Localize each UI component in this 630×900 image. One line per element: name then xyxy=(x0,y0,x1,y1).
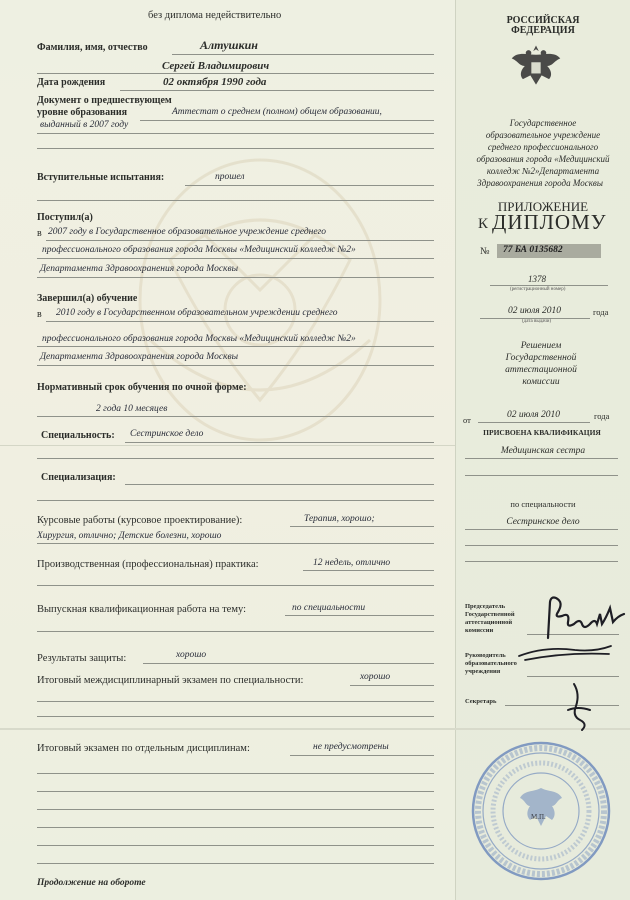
decision-line-1: Решением xyxy=(520,341,562,351)
appendix-title-diplomu: ДИПЛОМУ xyxy=(492,210,607,234)
underline xyxy=(185,185,434,186)
underline xyxy=(478,422,590,423)
final-disc-value: не предусмотрены xyxy=(313,742,389,752)
head-line-2: образовательного xyxy=(465,660,517,667)
underline xyxy=(37,827,434,828)
finished-label: Завершил(а) обучение xyxy=(37,293,138,304)
entrance-label: Вступительные испытания: xyxy=(37,172,165,183)
issue-date-caption: (дата выдачи) xyxy=(522,319,552,324)
underline xyxy=(120,90,434,91)
qualification-label: ПРИСВОЕНА КВАЛИФИКАЦИЯ xyxy=(483,428,601,437)
enrolled-value-3: Департамента Здравоохранения города Москвы xyxy=(40,264,239,274)
fold-line-1 xyxy=(0,445,455,446)
underline xyxy=(172,54,434,55)
decision-year-word: года xyxy=(594,411,610,421)
prev-doc-value-2: выданный в 2007 году xyxy=(40,120,129,130)
term-label: Нормативный срок обучения по очной форме: xyxy=(37,382,247,393)
enrolled-label: Поступил(а) xyxy=(37,212,93,223)
stamp-mp: М.П. xyxy=(531,813,546,821)
head-line-1: Руководитель xyxy=(465,652,506,659)
underline xyxy=(125,484,434,485)
defense-value: хорошо xyxy=(176,650,207,660)
underline xyxy=(37,631,434,632)
enrolled-prefix: в xyxy=(37,228,42,239)
reg-number: 1378 xyxy=(528,274,546,284)
underline xyxy=(290,526,434,527)
country-line-2: ФЕДЕРАЦИЯ xyxy=(511,25,575,36)
thesis-value: по специальности xyxy=(292,603,366,613)
underline xyxy=(37,277,434,278)
institution-line-3: среднего профессионального xyxy=(487,142,599,152)
underline xyxy=(37,365,434,366)
underline xyxy=(490,285,608,286)
underline xyxy=(37,73,434,74)
coursework-value-1: Терапия, хорошо; xyxy=(304,514,375,524)
secretary-label: Секретарь xyxy=(465,698,497,705)
specialty-value: Сестринское дело xyxy=(130,429,204,439)
practice-value: 12 недель, отлично xyxy=(313,558,391,568)
underline xyxy=(465,475,618,476)
underline xyxy=(46,240,434,241)
underline xyxy=(37,133,434,134)
finished-prefix: в xyxy=(37,309,42,320)
decision-line-2: Государственной xyxy=(505,353,577,363)
underline xyxy=(37,809,434,810)
underline xyxy=(37,543,434,544)
underline xyxy=(37,791,434,792)
final-disc-label: Итоговый экзамен по отдельным дисциплинам: xyxy=(37,743,250,754)
official-stamp xyxy=(470,740,612,882)
chair-line-1: Председатель xyxy=(465,603,506,610)
coursework-value-2: Хирургия, отлично; Детские болезни, хорошо xyxy=(37,531,222,541)
chair-line-2: Государственной xyxy=(465,611,515,618)
finished-value-2: профессионального образования города Москвы «Медицинский колледж №2» xyxy=(42,334,356,344)
issue-date: 02 июля 2010 xyxy=(508,306,562,316)
qualification-value: Медицинская сестра xyxy=(500,446,586,456)
underline xyxy=(465,529,618,530)
underline xyxy=(350,685,434,686)
fold-line-2 xyxy=(0,728,630,730)
surname: Алтушкин xyxy=(200,38,258,52)
head-signature xyxy=(515,642,615,664)
diploma-number: 77 БА 0135682 xyxy=(503,245,563,255)
underline xyxy=(37,863,434,864)
chair-line-3: аттестационной xyxy=(465,619,513,626)
institution-line-1: Государственное xyxy=(509,118,577,128)
underline xyxy=(37,416,434,417)
entrance-value: прошел xyxy=(215,172,245,182)
dob-value: 02 октября 1990 года xyxy=(163,76,267,88)
number-sign: № xyxy=(480,246,490,257)
institution-line-6: Здравоохранения города Москвы xyxy=(477,178,603,188)
decision-line-3: аттестационной xyxy=(505,365,577,375)
issue-year-word: года xyxy=(593,307,609,317)
underline xyxy=(37,500,434,501)
underline xyxy=(37,701,434,702)
enrolled-value-2: профессионального образования города Москвы «Медицинский колледж №2» xyxy=(42,245,356,255)
continued-note: Продолжение на обороте xyxy=(37,878,146,888)
coursework-label: Курсовые работы (курсовое проектирование): xyxy=(37,515,243,526)
head-line-3: учреждения xyxy=(465,668,501,675)
underline xyxy=(37,258,434,259)
underline xyxy=(37,585,434,586)
finished-value-3: Департамента Здравоохранения города Москвы xyxy=(40,352,239,362)
prev-doc-value-1: Аттестат о среднем (полном) общем образовании, xyxy=(172,107,382,117)
chair-line-4: комиссии xyxy=(465,627,494,634)
decision-line-4: комиссии xyxy=(522,377,560,387)
appendix-title-k: К xyxy=(478,216,489,232)
reg-number-caption: (регистрационный номер) xyxy=(510,287,566,292)
underline xyxy=(37,458,434,459)
chair-signature xyxy=(540,588,628,643)
underline xyxy=(465,458,618,459)
underline xyxy=(465,545,618,546)
underline xyxy=(465,561,618,562)
underline xyxy=(46,321,434,322)
qualification-specialty: Сестринское дело xyxy=(506,517,580,527)
underline xyxy=(37,148,434,149)
underline xyxy=(290,755,434,756)
defense-label: Результаты защиты: xyxy=(37,653,127,664)
secretary-signature xyxy=(560,680,596,732)
underline xyxy=(37,346,434,347)
by-specialty-label: по специальности xyxy=(510,499,576,509)
final-exam-value: хорошо xyxy=(360,672,391,682)
appendix-title-1: ПРИЛОЖЕНИЕ xyxy=(497,199,589,214)
underline xyxy=(37,845,434,846)
specialty-label: Специальность: xyxy=(41,430,115,441)
institution-line-5: колледж №2»Департамента xyxy=(486,166,600,176)
term-value: 2 года 10 месяцев xyxy=(96,404,168,414)
given-names: Сергей Владимирович xyxy=(162,60,270,72)
institution-line-4: образования города «Медицинский xyxy=(476,154,610,164)
underline xyxy=(303,570,434,571)
decision-date: 02 июля 2010 xyxy=(507,410,561,420)
underline xyxy=(143,663,434,664)
underline xyxy=(125,442,434,443)
institution-line-2: образовательное учреждение xyxy=(485,130,601,140)
fio-label: Фамилия, имя, отчество xyxy=(37,42,148,53)
enrolled-value-1: 2007 году в Государственное образовательное учреждение среднего xyxy=(48,227,327,237)
thesis-label: Выпускная квалификационная работа на тему: xyxy=(37,604,247,615)
underline xyxy=(140,120,434,121)
from-word: от xyxy=(463,415,471,425)
dob-label: Дата рождения xyxy=(37,77,106,88)
underline xyxy=(285,615,434,616)
specialization-label: Специализация: xyxy=(41,472,116,483)
underline xyxy=(37,716,434,717)
country-line-1: РОССИЙСКАЯ xyxy=(506,15,580,26)
double-headed-eagle-icon xyxy=(508,38,564,94)
practice-label: Производственная (профессиональная) практика: xyxy=(37,559,259,570)
underline xyxy=(37,773,434,774)
finished-value-1: 2010 году в Государственном образовательном учреждении среднего xyxy=(56,308,338,318)
top-note: без диплома недействительно xyxy=(148,10,282,21)
prev-doc-label-2: уровне образования xyxy=(37,107,128,118)
final-exam-label: Итоговый междисциплинарный экзамен по специальности: xyxy=(37,675,304,686)
underline xyxy=(37,200,434,201)
underline xyxy=(527,676,619,677)
prev-doc-label-1: Документ о предшествующем xyxy=(37,95,172,106)
